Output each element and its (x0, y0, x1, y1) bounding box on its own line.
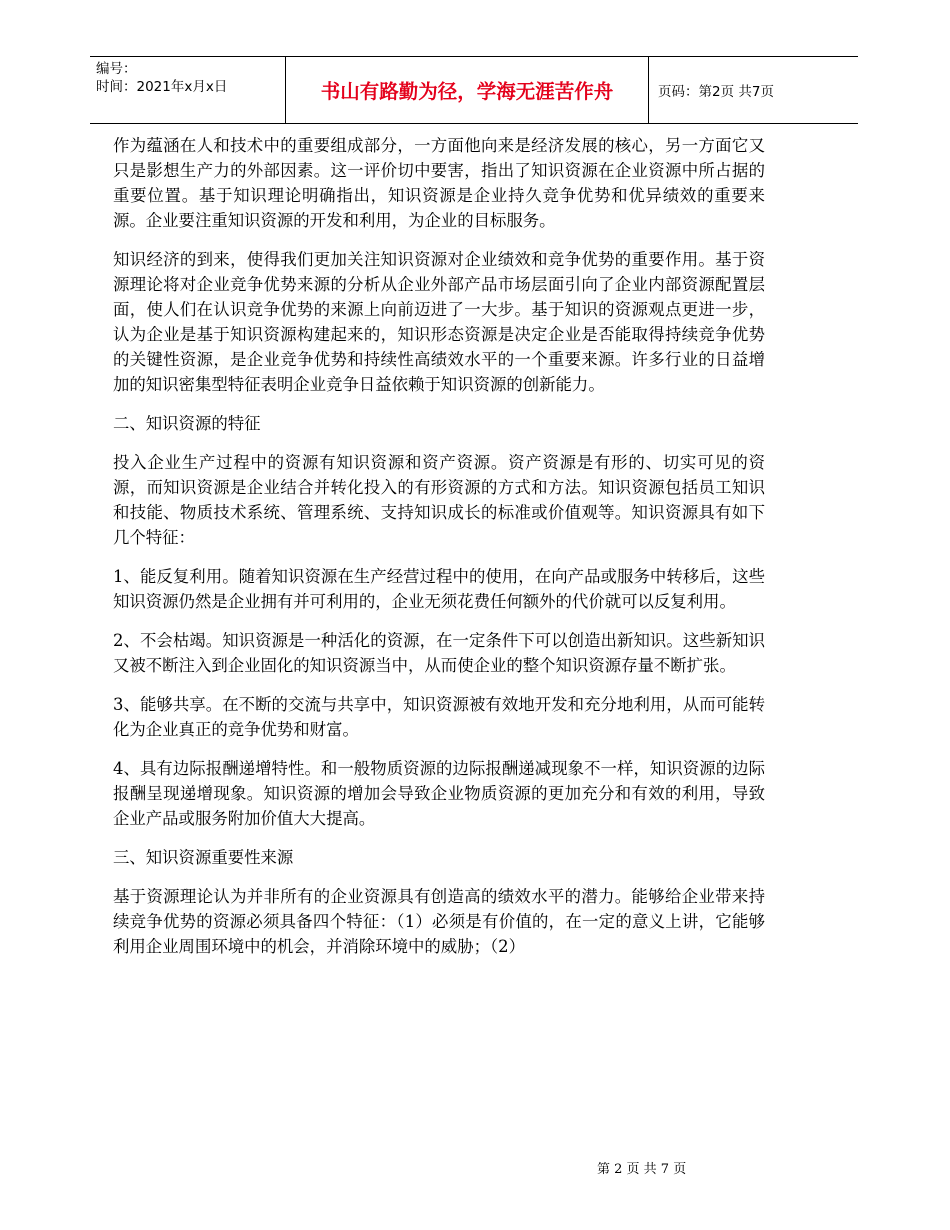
header-page-info: 页码：第2页 共7页 (658, 84, 774, 100)
paragraph-3: 投入企业生产过程中的资源有知识资源和资产资源。资产资源是有形的、切实可见的资源，而知识资源是企业结合并转化投入的有形资源的方式和方法。知识资源包括员工知识和技能、物质技术系统、管理系统、支持知识成长的标准或价值观等。知识资源具有如下几个特征： (113, 453, 765, 547)
header-motto: 书山有路勤为径，学海无涯苦作舟 (320, 80, 614, 103)
page-footer: 第 2 页 共 7 页 (597, 1162, 687, 1177)
list-item-4: 4、具有边际报酬递增特性。和一般物质资源的边际报酬递减现象不一样，知识资源的边际报酬呈现递增现象。知识资源的增加会导致企业物质资源的更加充分和有效的利用，导致企业产品或服务附加价值大大提高。 (113, 759, 765, 828)
paragraph-1: 作为蕴涵在人和技术中的重要组成部分，一方面他向来是经济发展的核心，另一方面它又只是影想生产力的外部因素。这一评价切中要害，指出了知识资源在企业资源中所占据的重要位置。基于知识理论明确指出，知识资源是企业持久竞争优势和优异绩效的重要来源。企业要注重知识资源的开发和利用，为企业的目标服务。 (113, 136, 765, 230)
paragraph-4: 基于资源理论认为并非所有的企业资源具有创造高的绩效水平的潜力。能够给企业带来持续竞争优势的资源必须具备四个特征：（1）必须是有价值的，在一定的意义上讲，它能够利用企业周围环境中的机会，并消除环境中的威胁；（2） (113, 887, 765, 956)
header-divider-right (648, 57, 649, 123)
section-heading-2: 二、知识资源的特征 (113, 414, 261, 433)
list-item-2: 2、不会枯竭。知识资源是一种活化的资源，在一定条件下可以创造出新知识。这些新知识又被不断注入到企业固化的知识资源当中，从而使企业的整个知识资源存量不断扩张。 (113, 631, 765, 675)
document-body (113, 133, 765, 959)
header-meta (96, 60, 282, 96)
document-number-label: 编号： (96, 61, 137, 77)
section-heading-3: 三、知识资源重要性来源 (113, 848, 294, 867)
page-header (90, 56, 858, 124)
list-item-3: 3、能够共享。在不断的交流与共享中，知识资源被有效地开发和充分地利用，从而可能转化为企业真正的竞争优势和财富。 (113, 695, 765, 739)
paragraph-2: 知识经济的到来，使得我们更加关注知识资源对企业绩效和竞争优势的重要作用。基于资源理论将对企业竞争优势来源的分析从企业外部产品市场层面引向了企业内部资源配置层面，使人们在认识竞争优势的来源上向前迈进了一大步。基于知识的资源观点更进一步，认为企业是基于知识资源构建起来的，知识形态资源是决定企业是否能取得持续竞争优势的关键性资源，是企业竞争优势和持续性高绩效水平的一个重要来源。许多行业的日益增加的知识密集型特征表明企业竞争日益依赖于知识资源的创新能力。 (113, 250, 765, 394)
list-item-1: 1、能反复利用。随着知识资源在生产经营过程中的使用，在向产品或服务中转移后，这些知识资源仍然是企业拥有并可利用的，企业无须花费任何额外的代价就可以反复利用。 (113, 567, 765, 611)
document-time-label: 时间：2021年x月x日 (96, 79, 228, 95)
